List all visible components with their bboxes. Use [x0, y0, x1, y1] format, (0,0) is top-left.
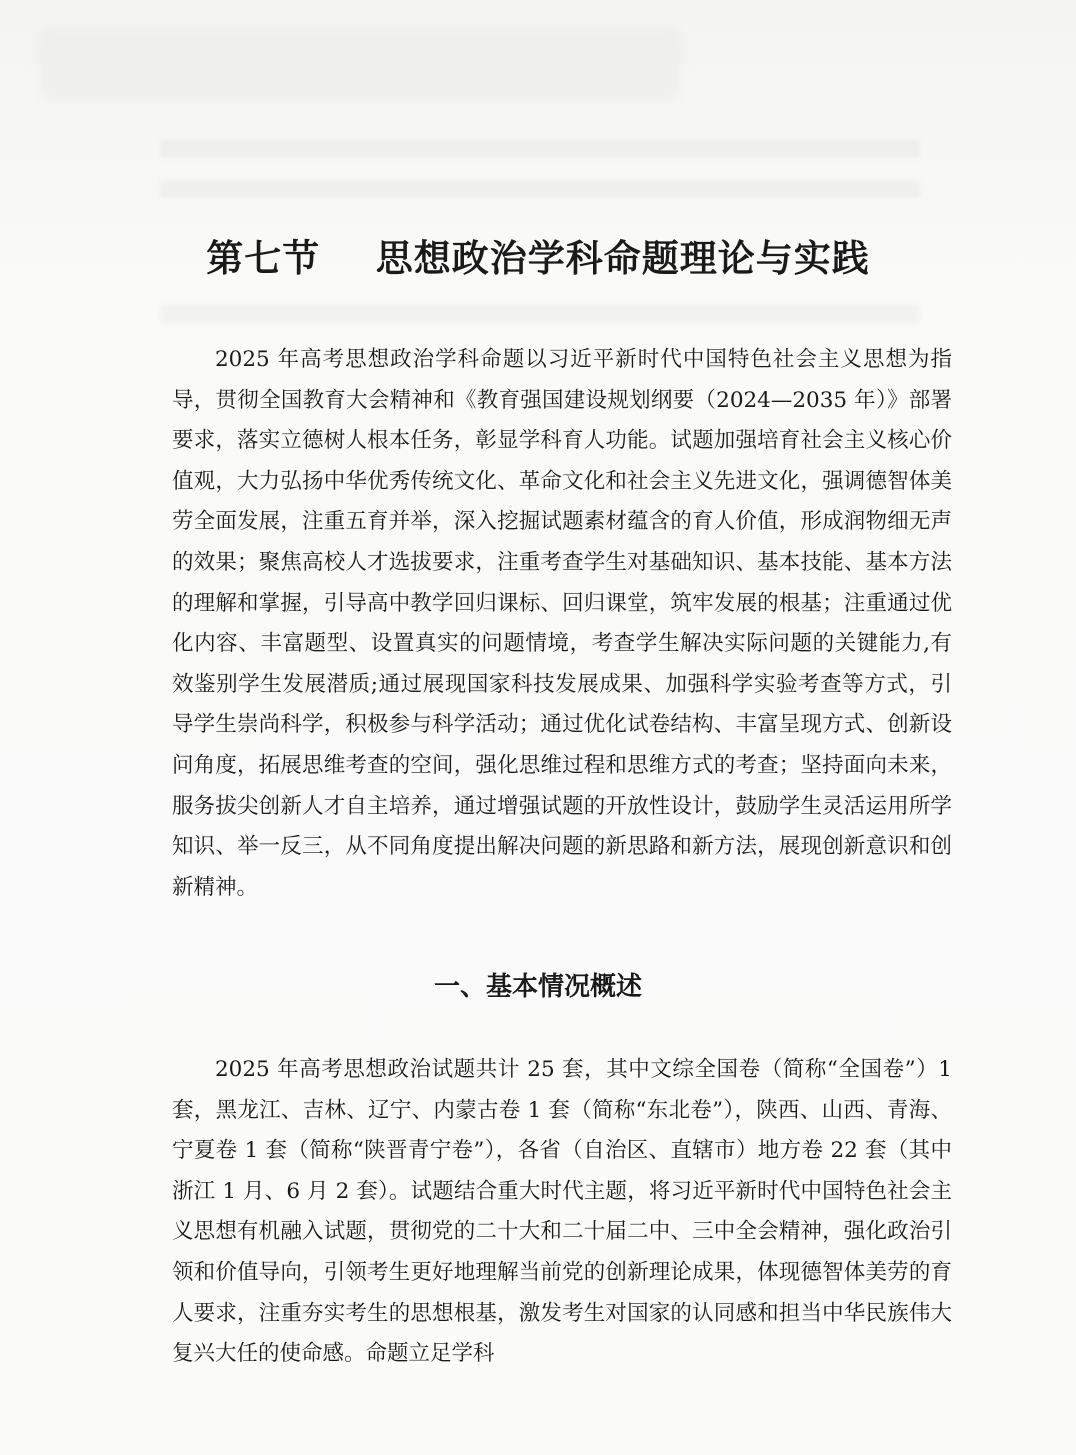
bleed-through-line	[160, 180, 920, 198]
intro-paragraph-text: 2025 年高考思想政治学科命题以习近平新时代中国特色社会主义思想为指导，贯彻全国教育大会精神和《教育强国建设规划纲要（2024—2035 年）》部署要求，落实立德树人根本任务，彰显学科育人功能。试题加强培育社会主义核心价值观，大力弘扬中华优秀传统文化、革命文化和社会主义先进文化，强调德智体美劳全面发展，注重五育并举，深入挖掘试题素材蕴含的育人价值，形成润物细无声的效果；聚焦高校人才选拔要求，注重考查学生对基础知识、基本技能、基本方法的理解和掌握，引导高中教学回归课标、回归课堂，筑牢发展的根基；注重通过优化内容、丰富题型、设置真实的问题情境，考查学生解决实际问题的关键能力,有效鉴别学生发展潜质;通过展现国家科技发展成果、加强科学实验考查等方式，引导学生崇尚科学，积极参与科学活动；通过优化试卷结构、丰富呈现方式、创新设问角度，拓展思维考查的空间，强化思维过程和思维方式的考查；坚持面向未来，服务拔尖创新人才自主培养，通过增强试题的开放性设计，鼓励学生灵活运用所学知识、举一反三，从不同角度提出解决问题的新思路和新方法，展现创新意识和创新精神。	[172, 347, 952, 900]
section-title: 第七节 思想政治学科命题理论与实践	[206, 237, 870, 280]
subsection-paragraph-text: 2025 年高考思想政治试题共计 25 套，其中文综全国卷（简称“全国卷”）1 套，黑龙江、吉林、辽宁、内蒙古卷 1 套（简称“东北卷”），陕西、山西、青海、宁夏卷 1 套（简称“陕晋青宁卷”），各省（自治区、直辖市）地方卷 22 套（其中浙江 1 月、6 月 2 套）。试题结合重大时代主题，将习近平新时代中国特色社会主义思想有机融入试题，贯彻党的二十大和二十届二中、三中全会精神，强化政治引领和价值导向，引领考生更好地理解当前党的创新理论成果，体现德智体美劳的育人要求，注重夯实考生的思想根基，激发考生对国家的认同感和担当中华民族伟大复兴大任的使命感。命题立足学科	[172, 1057, 952, 1367]
subsection-heading: 一、基本情况概述	[433, 972, 642, 1002]
subsection-paragraph	[172, 1050, 952, 1375]
intro-paragraph	[172, 340, 952, 908]
bleed-through-line	[160, 305, 920, 323]
bleed-through-line	[160, 140, 920, 158]
scan-shadow	[40, 28, 680, 98]
